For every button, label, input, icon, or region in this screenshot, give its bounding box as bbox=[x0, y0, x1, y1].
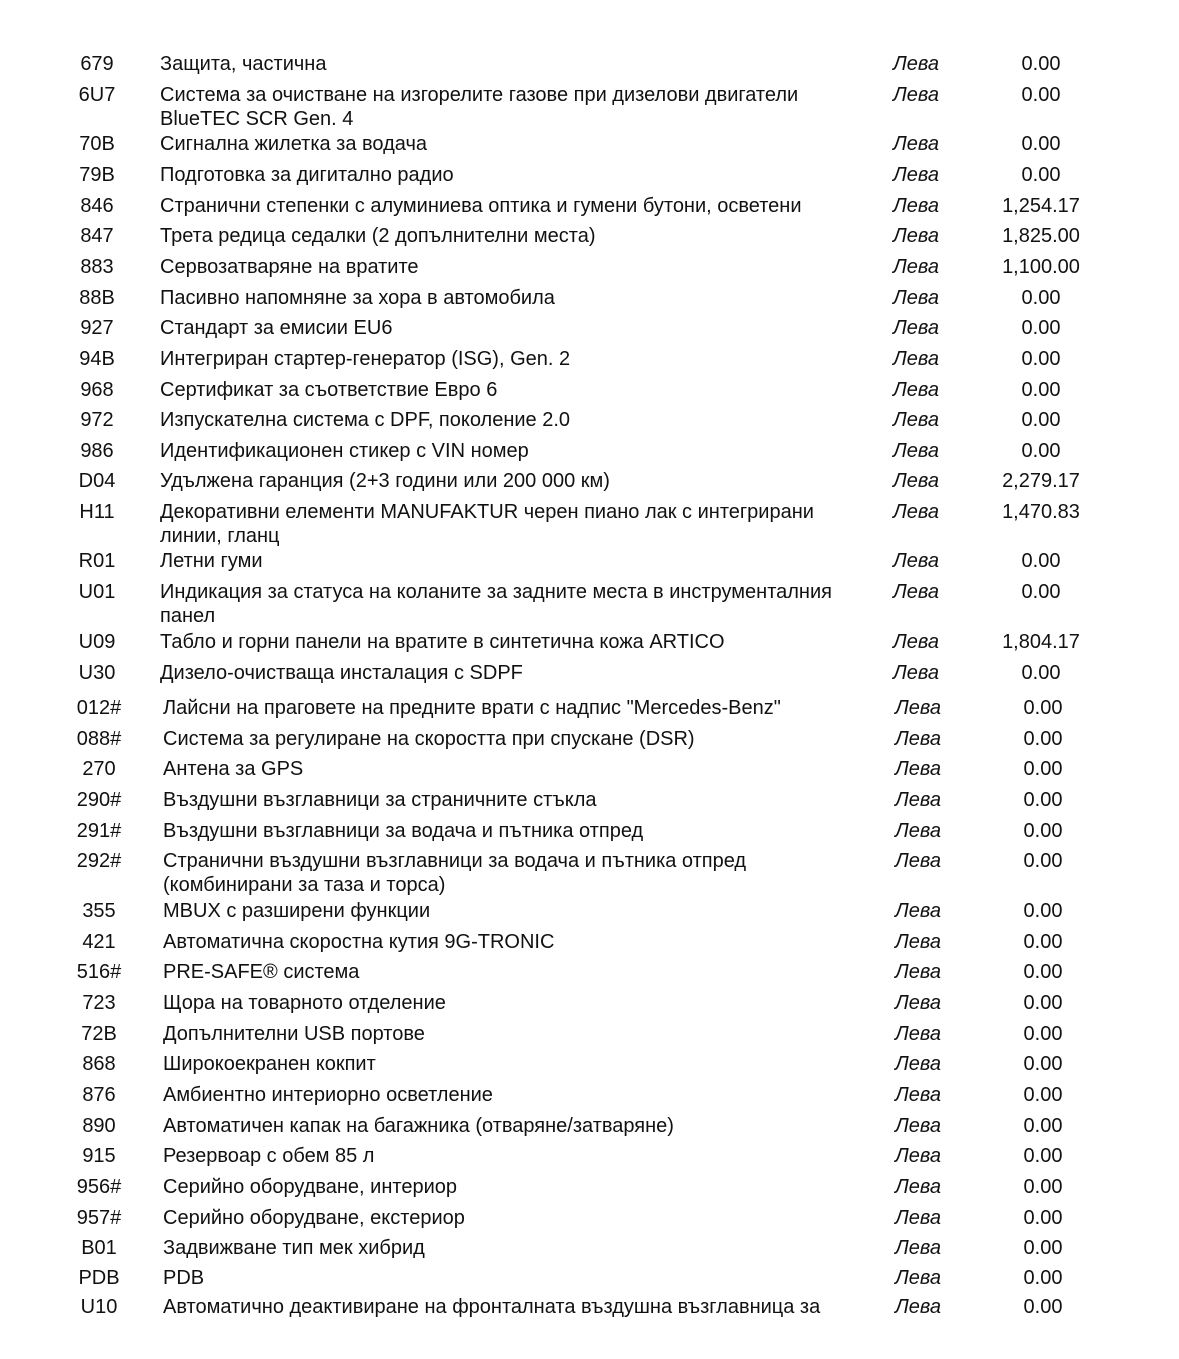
option-description: Система за очистване на изгорелите газове при дизелови двигатели BlueTEC SCR Gen. 4 bbox=[160, 84, 799, 130]
currency-label: Лева bbox=[893, 470, 939, 492]
option-description: Идентификационен стикер с VIN номер bbox=[160, 440, 529, 462]
option-description: Антена за GPS bbox=[163, 758, 304, 780]
currency-label: Лева bbox=[893, 133, 939, 155]
option-code: 516# bbox=[76, 961, 122, 983]
option-code: 355 bbox=[82, 900, 116, 922]
option-description: Амбиентно интериорно осветление bbox=[163, 1084, 493, 1106]
currency-label: Лева bbox=[895, 1084, 941, 1106]
option-description: Автоматично деактивиране на фронталната въздушна възглавница за bbox=[163, 1296, 821, 1318]
option-price: 0.00 bbox=[1023, 1084, 1063, 1106]
option-code: 291# bbox=[76, 820, 122, 842]
currency-label: Лева bbox=[895, 992, 941, 1014]
option-description: Изпускателна система с DPF, поколение 2.0 bbox=[160, 409, 571, 431]
currency-label: Лева bbox=[895, 850, 941, 872]
option-code: U30 bbox=[78, 662, 116, 684]
equipment-row bbox=[0, 928, 1179, 958]
option-description: Стандарт за емисии EU6 bbox=[160, 317, 393, 339]
currency-label: Лева bbox=[895, 1176, 941, 1198]
option-description: Интегриран стартер-генератор (ISG), Gen. 2 bbox=[160, 348, 571, 370]
option-price: 0.00 bbox=[1023, 758, 1063, 780]
currency-label: Лева bbox=[893, 256, 939, 278]
equipment-row bbox=[0, 1264, 1179, 1293]
currency-label: Лева bbox=[895, 1296, 941, 1318]
option-description: Странични степенки с алуминиева оптика и гумени бутони, осветени bbox=[160, 195, 802, 217]
currency-label: Лева bbox=[895, 1145, 941, 1167]
option-code: 6U7 bbox=[78, 84, 116, 106]
equipment-row bbox=[0, 958, 1179, 989]
option-code: 957# bbox=[76, 1207, 122, 1229]
option-price: 0.00 bbox=[1023, 1237, 1063, 1259]
option-code: 846 bbox=[80, 195, 114, 217]
option-price: 0.00 bbox=[1023, 992, 1063, 1014]
option-description: PDB bbox=[163, 1267, 205, 1289]
currency-label: Лева bbox=[895, 1267, 941, 1289]
option-code: 847 bbox=[80, 225, 114, 247]
option-description: Допълнителни USB портове bbox=[163, 1023, 425, 1045]
option-code: 876 bbox=[82, 1084, 116, 1106]
currency-label: Лева bbox=[893, 550, 939, 572]
option-description: Сертификат за съответствие Евро 6 bbox=[160, 379, 498, 401]
option-price: 0.00 bbox=[1023, 1176, 1063, 1198]
option-description: Странични въздушни възглавници за водача и пътника отпред (комбинирани за таза и торса) bbox=[163, 850, 747, 896]
option-price: 0.00 bbox=[1023, 900, 1063, 922]
currency-label: Лева bbox=[893, 164, 939, 186]
option-description: Серийно оборудване, екстериор bbox=[163, 1207, 465, 1229]
option-price: 0.00 bbox=[1023, 961, 1063, 983]
option-description: Индикация за статуса на коланите за задните места в инструменталния панел bbox=[160, 581, 832, 627]
equipment-row bbox=[0, 755, 1179, 786]
option-description: Удължена гаранция (2+3 години или 200 000 км) bbox=[160, 470, 610, 492]
currency-label: Лева bbox=[893, 440, 939, 462]
option-code: D04 bbox=[78, 470, 116, 492]
option-description: Щора на товарното отделение bbox=[163, 992, 446, 1014]
equipment-row bbox=[0, 847, 1179, 897]
option-price: 0.00 bbox=[1021, 53, 1061, 75]
option-description: Лайсни на праговете на предните врати с надпис "Mercedes-Benz" bbox=[163, 697, 781, 719]
option-code: U09 bbox=[78, 631, 116, 653]
option-price: 0.00 bbox=[1023, 1267, 1063, 1289]
equipment-row bbox=[0, 694, 1179, 725]
currency-label: Лева bbox=[893, 195, 939, 217]
option-code: R01 bbox=[78, 550, 116, 572]
option-price: 0.00 bbox=[1021, 440, 1061, 462]
option-code: 915 bbox=[82, 1145, 116, 1167]
equipment-row bbox=[0, 1112, 1179, 1142]
currency-label: Лева bbox=[895, 1207, 941, 1229]
option-price: 0.00 bbox=[1021, 133, 1061, 155]
option-code: 868 bbox=[82, 1053, 116, 1075]
equipment-row bbox=[0, 406, 1179, 437]
option-code: 890 bbox=[82, 1115, 116, 1137]
currency-label: Лева bbox=[893, 501, 939, 523]
option-price: 0.00 bbox=[1021, 287, 1061, 309]
currency-label: Лева bbox=[895, 1115, 941, 1137]
option-code: 72B bbox=[81, 1023, 117, 1045]
option-code: 679 bbox=[80, 53, 114, 75]
option-code: 421 bbox=[82, 931, 116, 953]
currency-label: Лева bbox=[893, 631, 939, 653]
option-code: 290# bbox=[76, 789, 122, 811]
option-price: 0.00 bbox=[1021, 581, 1061, 603]
option-description: Въздушни възглавници за водача и пътника отпред bbox=[163, 820, 644, 842]
option-description: Въздушни възглавници за страничните стъкла bbox=[163, 789, 597, 811]
option-price: 1,470.83 bbox=[1002, 501, 1080, 523]
currency-label: Лева bbox=[893, 409, 939, 431]
option-code: H11 bbox=[79, 501, 115, 523]
equipment-row bbox=[0, 192, 1179, 222]
currency-label: Лева bbox=[893, 84, 939, 106]
option-code: 270 bbox=[82, 758, 116, 780]
option-description: Трета редица седалки (2 допълнителни места) bbox=[160, 225, 596, 247]
option-price: 0.00 bbox=[1023, 1023, 1063, 1045]
option-price: 0.00 bbox=[1021, 379, 1061, 401]
equipment-row bbox=[0, 345, 1179, 376]
option-price: 0.00 bbox=[1023, 1207, 1063, 1229]
option-description: Серийно оборудване, интериор bbox=[163, 1176, 457, 1198]
equipment-row bbox=[0, 989, 1179, 1020]
currency-label: Лева bbox=[893, 662, 939, 684]
option-code: 723 bbox=[82, 992, 116, 1014]
option-price: 0.00 bbox=[1021, 317, 1061, 339]
option-description: Автоматичен капак на багажника (отваряне/затваряне) bbox=[163, 1115, 674, 1137]
option-description: Задвижване тип мек хибрид bbox=[163, 1237, 425, 1259]
equipment-row bbox=[0, 161, 1179, 192]
equipment-row bbox=[0, 81, 1179, 130]
option-description: Пасивно напомняне за хора в автомобила bbox=[160, 287, 555, 309]
option-code: U10 bbox=[80, 1296, 118, 1318]
option-code: 088# bbox=[76, 728, 122, 750]
currency-label: Лева bbox=[895, 697, 941, 719]
equipment-row bbox=[0, 467, 1179, 498]
currency-label: Лева bbox=[895, 820, 941, 842]
equipment-row bbox=[0, 1204, 1179, 1234]
equipment-row bbox=[0, 1050, 1179, 1081]
equipment-row bbox=[0, 1173, 1179, 1204]
option-price: 0.00 bbox=[1023, 1053, 1063, 1075]
currency-label: Лева bbox=[895, 1053, 941, 1075]
option-code: 70B bbox=[79, 133, 115, 155]
option-price: 0.00 bbox=[1023, 697, 1063, 719]
equipment-row bbox=[0, 817, 1179, 847]
option-code: 88B bbox=[79, 287, 115, 309]
option-price: 0.00 bbox=[1023, 1115, 1063, 1137]
equipment-row bbox=[0, 628, 1179, 659]
equipment-row bbox=[0, 1142, 1179, 1173]
option-price: 1,825.00 bbox=[1002, 225, 1080, 247]
equipment-row bbox=[0, 498, 1179, 547]
currency-label: Лева bbox=[895, 931, 941, 953]
option-code: 986 bbox=[80, 440, 114, 462]
equipment-row bbox=[0, 578, 1179, 628]
option-price: 0.00 bbox=[1023, 850, 1063, 872]
option-code: 883 bbox=[80, 256, 114, 278]
equipment-row bbox=[0, 437, 1179, 467]
option-description: Система за регулиране на скоростта при спускане (DSR) bbox=[163, 728, 695, 750]
equipment-row bbox=[0, 1293, 1179, 1323]
equipment-row bbox=[0, 376, 1179, 406]
option-price: 0.00 bbox=[1021, 409, 1061, 431]
option-price: 0.00 bbox=[1021, 84, 1061, 106]
option-code: 972 bbox=[80, 409, 114, 431]
option-description: Резервоар с обем 85 л bbox=[163, 1145, 375, 1167]
equipment-row bbox=[0, 659, 1179, 694]
option-code: 968 bbox=[80, 379, 114, 401]
currency-label: Лева bbox=[893, 348, 939, 370]
currency-label: Лева bbox=[895, 728, 941, 750]
option-price: 0.00 bbox=[1021, 662, 1061, 684]
equipment-row bbox=[0, 314, 1179, 345]
option-price: 2,279.17 bbox=[1002, 470, 1080, 492]
option-code: 956# bbox=[76, 1176, 122, 1198]
equipment-row bbox=[0, 1081, 1179, 1112]
option-price: 1,804.17 bbox=[1002, 631, 1080, 653]
equipment-row bbox=[0, 222, 1179, 253]
equipment-row bbox=[0, 130, 1179, 161]
option-code: B01 bbox=[81, 1237, 117, 1259]
option-price: 1,100.00 bbox=[1002, 256, 1080, 278]
equipment-row bbox=[0, 1020, 1179, 1050]
option-price: 1,254.17 bbox=[1002, 195, 1080, 217]
equipment-row bbox=[0, 547, 1179, 578]
equipment-list bbox=[0, 50, 1179, 1323]
equipment-row bbox=[0, 897, 1179, 928]
option-price: 0.00 bbox=[1023, 1145, 1063, 1167]
equipment-row bbox=[0, 284, 1179, 314]
option-price: 0.00 bbox=[1023, 820, 1063, 842]
option-code: PDB bbox=[78, 1267, 120, 1289]
currency-label: Лева bbox=[893, 581, 939, 603]
equipment-row bbox=[0, 786, 1179, 817]
currency-label: Лева bbox=[893, 287, 939, 309]
option-description: MBUX с разширени функции bbox=[163, 900, 431, 922]
option-code: 79B bbox=[79, 164, 115, 186]
currency-label: Лева bbox=[895, 961, 941, 983]
option-description: Табло и горни панели на вратите в синтетична кожа ARTICO bbox=[160, 631, 725, 653]
option-description: Подготовка за дигитално радио bbox=[160, 164, 454, 186]
option-code: 927 bbox=[80, 317, 114, 339]
option-description: Летни гуми bbox=[160, 550, 263, 572]
option-price: 0.00 bbox=[1023, 1296, 1063, 1318]
currency-label: Лева bbox=[893, 379, 939, 401]
option-description: Автоматична скоростна кутия 9G-TRONIC bbox=[163, 931, 555, 953]
option-price: 0.00 bbox=[1021, 550, 1061, 572]
currency-label: Лева bbox=[895, 789, 941, 811]
option-code: 292# bbox=[76, 850, 122, 872]
option-price: 0.00 bbox=[1023, 931, 1063, 953]
option-description: Сигнална жилетка за водача bbox=[160, 133, 428, 155]
currency-label: Лева bbox=[895, 758, 941, 780]
option-description: Защита, частична bbox=[160, 53, 327, 75]
option-code: 012# bbox=[76, 697, 122, 719]
equipment-row bbox=[0, 725, 1179, 755]
currency-label: Лева bbox=[893, 53, 939, 75]
currency-label: Лева bbox=[893, 225, 939, 247]
currency-label: Лева bbox=[895, 900, 941, 922]
option-code: 94B bbox=[79, 348, 115, 370]
option-description: Дизело-очистваща инсталация с SDPF bbox=[160, 662, 523, 684]
equipment-row bbox=[0, 1234, 1179, 1264]
currency-label: Лева bbox=[895, 1237, 941, 1259]
option-price: 0.00 bbox=[1023, 728, 1063, 750]
option-price: 0.00 bbox=[1021, 348, 1061, 370]
option-description: Декоративни елементи MANUFAKTUR черен пиано лак с интегрирани линии, гланц bbox=[160, 501, 814, 547]
currency-label: Лева bbox=[895, 1023, 941, 1045]
option-description: PRE-SAFE® система bbox=[163, 961, 360, 983]
option-description: Широкоекранен кокпит bbox=[163, 1053, 376, 1075]
option-description: Сервозатваряне на вратите bbox=[160, 256, 419, 278]
equipment-row bbox=[0, 253, 1179, 284]
equipment-row bbox=[0, 50, 1179, 81]
currency-label: Лева bbox=[893, 317, 939, 339]
option-price: 0.00 bbox=[1021, 164, 1061, 186]
option-code: U01 bbox=[78, 581, 116, 603]
option-price: 0.00 bbox=[1023, 789, 1063, 811]
